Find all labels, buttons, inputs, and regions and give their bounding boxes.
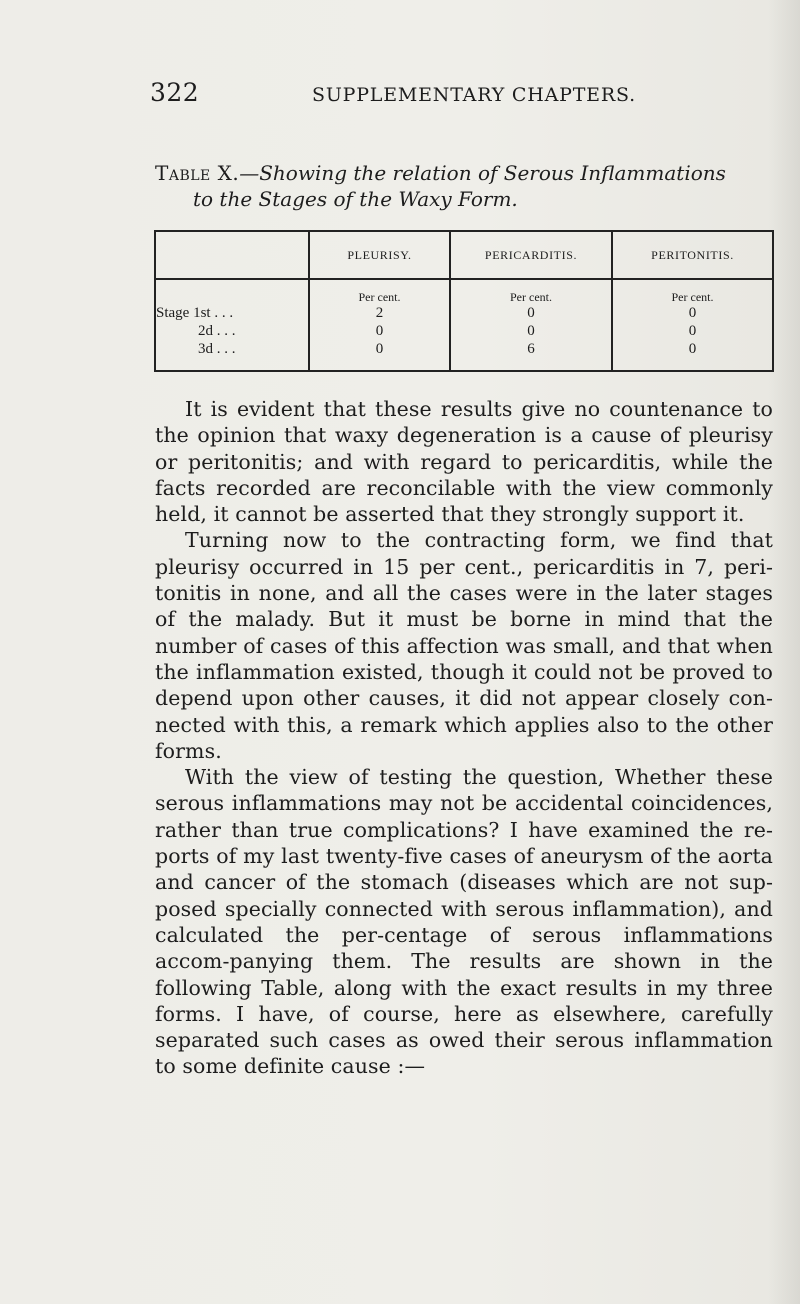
unit-label: Per cent. — [671, 290, 714, 304]
table-label: Table X. — [155, 161, 240, 185]
table-header-row — [155, 231, 773, 279]
table-title-line-1: —Showing the relation of Serous Inflammations — [239, 161, 726, 185]
spacer-line — [156, 290, 307, 304]
stage-labels-cell — [155, 279, 309, 371]
pleurisy-values-cell — [309, 279, 450, 371]
table-cell: 0 — [688, 323, 697, 339]
table-caption — [155, 160, 775, 212]
table-cell: 0 — [527, 305, 535, 321]
peritonitis-values-cell — [612, 279, 773, 371]
table-cell: 0 — [375, 323, 384, 339]
paragraph: Turning now to the contracting form, we find that pleurisy occurred in 15 per cent., pericarditis in 7, peri-tonitis in none, and all the cases were in the later stages of the malady. But it must be borne in mind that the number of cases of this affection was small, and that when the inflammation existed, though it could not be proved to depend upon other causes, it did not appear closely con-nected with this, a remark which applies also to the other forms. — [155, 528, 773, 763]
body-text — [155, 396, 773, 1080]
table-cell: 6 — [527, 341, 535, 357]
header-peritonitis: PERITONITIS. — [612, 231, 773, 279]
table-cell: 0 — [375, 341, 384, 357]
table-cell: 0 — [688, 341, 697, 357]
header-pleurisy: PLEURISY. — [309, 231, 450, 279]
stage-label: 3d . . . — [198, 341, 236, 357]
stage-label: 2d . . . — [198, 323, 236, 339]
serous-inflammation-table — [154, 230, 774, 372]
paragraph: It is evident that these results give no countenance to the opinion that waxy degeneration is a cause of pleurisy or peritonitis; and with regard to pericarditis, while the facts recorded are reconcilable with the view commonly held, it cannot be asserted that they strongly support it. — [155, 397, 773, 527]
header-blank — [155, 231, 309, 279]
table-cell: 2 — [375, 305, 384, 321]
pericarditis-values-cell — [450, 279, 612, 371]
page-number: 322 — [150, 78, 200, 107]
unit-label: Per cent. — [510, 290, 552, 304]
table-title-line-2: to the Stages of the Waxy Form. — [193, 187, 518, 211]
unit-label: Per cent. — [358, 290, 401, 304]
running-head: SUPPLEMENTARY CHAPTERS. — [312, 84, 636, 106]
stage-label: Stage 1st . . . — [156, 305, 234, 321]
table-cell: 0 — [527, 323, 535, 339]
paragraph: With the view of testing the question, Whether these serous inflammations may not be accidental coincidences, rather than true complications? I have examined the re-ports of my last twenty-five cases of aneurysm of the aorta and cancer of the stomach (diseases which are not sup-posed specially connected with serous inflammation), and calculated the per-centage of serous inflammations accom-panying them. The results are shown in the following Table, along with the exact results in my three forms. I have, of course, here as elsewhere, carefully separated such cases as owed their serous inflammation to some definite cause :— — [155, 765, 773, 1079]
header-pericarditis: PERICARDITIS. — [450, 231, 612, 279]
table-body-row — [155, 279, 773, 371]
table-cell: 0 — [688, 305, 697, 321]
